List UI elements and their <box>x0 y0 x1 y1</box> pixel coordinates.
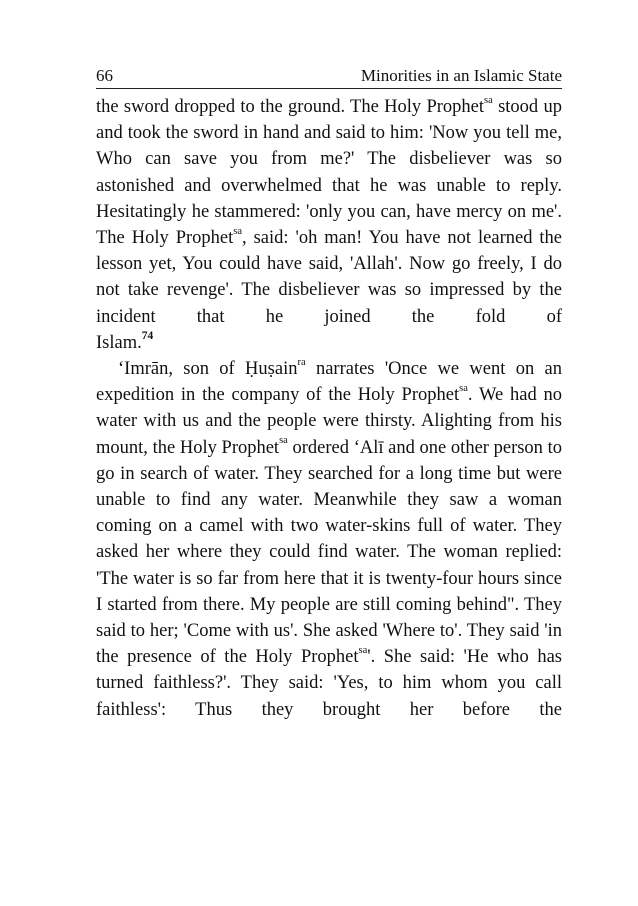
superscript-sa: sa <box>233 225 243 237</box>
text-line: Islam. <box>96 332 142 353</box>
text-line: disbeliever was so astonished and overwhelmed that <box>96 149 562 196</box>
text-line: the presence of the Holy Prophet <box>96 647 359 668</box>
text-line: ‘Imrān, son of Ḥuṣain <box>118 359 298 380</box>
text-line: a camel with two water-skins full of water. They <box>184 516 562 537</box>
text-line: 'Now you tell me, Who can save you from me?' The <box>96 123 562 170</box>
running-title: Minorities in an Islamic State <box>360 66 562 85</box>
text-line: Prophet <box>175 228 234 249</box>
text-line: asked her where they could find water. The woman <box>96 542 498 563</box>
text-line: replied: 'The water is so far from here that it is <box>96 542 563 589</box>
text-line: Alighting from his mount, the Holy Prophet <box>96 411 562 458</box>
text-line: narrates 'Once we went on <box>305 359 535 380</box>
text-line: 'Come with us'. She asked 'Where to'. They said 'in <box>183 621 563 642</box>
superscript-sa: sa <box>358 645 368 657</box>
page-number: 66 <box>96 66 113 85</box>
footnote-reference: 74 <box>141 329 154 342</box>
superscript-sa: sa <box>459 383 468 395</box>
text-line: he was unable to reply. Hesitatingly he stammered: <box>96 175 562 222</box>
text-line: '. She said: 'He who <box>367 647 529 668</box>
text-line: 'only you can, have mercy on me'. The Holy <box>96 201 563 249</box>
text-line: any water. Meanwhile they saw a woman coming on <box>96 490 563 537</box>
text-line: you call faithless': Thus they brought her before the <box>96 673 563 720</box>
paragraph-1 <box>96 94 562 330</box>
paragraph-2 <box>96 356 562 723</box>
text-line: people are still coming behind". They said to her; <box>96 594 563 642</box>
text-line: ‘Alī and one other person to go in search of water. <box>96 437 563 484</box>
text-line: freely, I do not take revenge'. The disbeliever was so <box>96 254 562 301</box>
text-line: stood up and took the sword in hand and said to him: <box>96 97 563 144</box>
text-line: impressed by the incident that he joined the fold of <box>96 280 562 327</box>
text-line: lesson yet, You could have said, 'Allah'. Now go <box>96 254 471 275</box>
superscript-ra: ra <box>297 356 306 368</box>
text-line: twenty-four hours since I started from there. My <box>96 568 562 615</box>
header-rule <box>96 88 562 89</box>
text-line: We had no water with us and the people were thirsty. <box>96 385 563 432</box>
text-line: the sword dropped to the ground. The Holy Prophet <box>96 97 485 117</box>
text-line: , said: 'oh man! You have not learned the <box>242 228 563 249</box>
superscript-sa: sa <box>484 94 493 106</box>
superscript-sa: sa <box>279 435 288 447</box>
text-line: ordered <box>287 437 349 458</box>
text-line: has turned faithless?'. They said: 'Yes, to him whom <box>96 647 562 694</box>
page-body <box>96 94 562 723</box>
paragraph-1-end <box>96 330 562 356</box>
text-line: . <box>467 385 473 406</box>
page-header <box>96 64 562 88</box>
text-line: They searched for a long time but were unable to find <box>96 463 562 511</box>
text-line: an expedition in the company of the Holy Prophet <box>96 359 562 406</box>
